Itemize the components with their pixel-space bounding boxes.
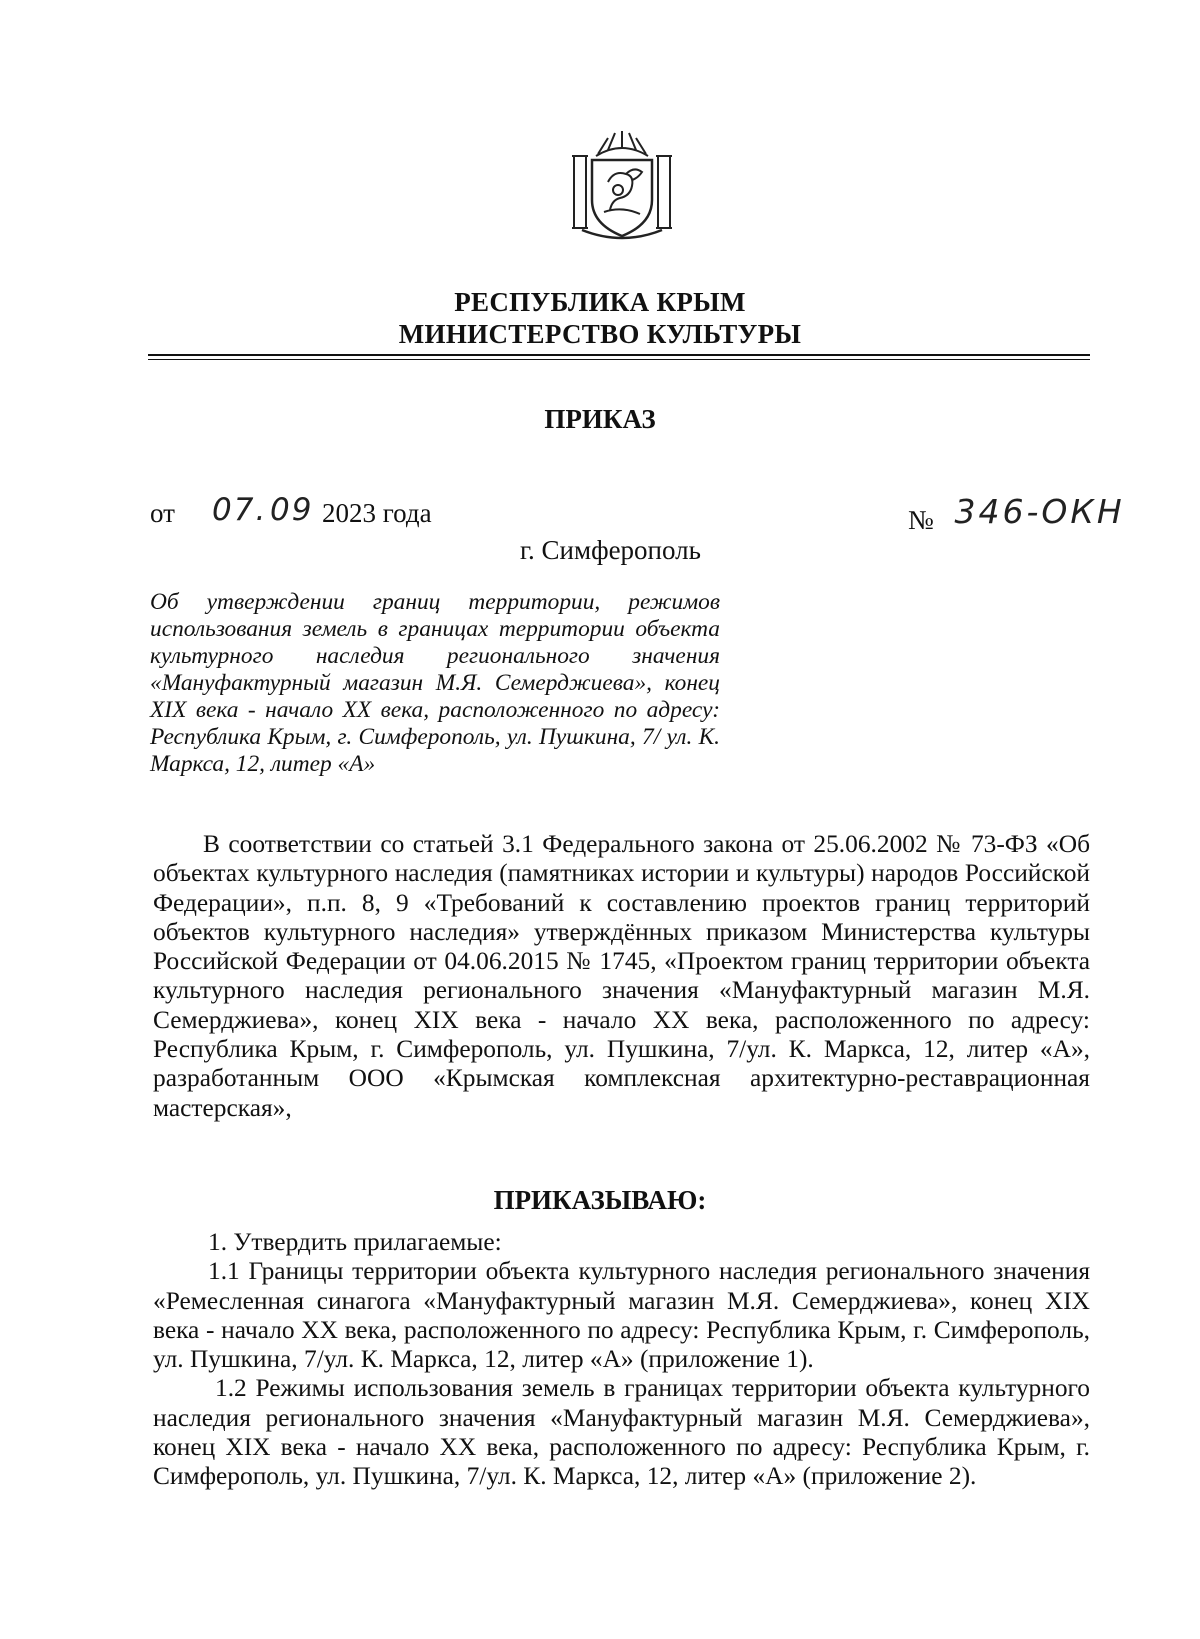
document-type-heading: ПРИКАЗ bbox=[544, 404, 656, 434]
ministry-title: МИНИСТЕРСТВО КУЛЬТУРЫ bbox=[398, 319, 802, 349]
order-date bbox=[150, 492, 432, 529]
order-subject: Об утверждении границ территории, режимов использования земель в границах территории объекта культурного наследия регионального значения «Мануфактурный магазин М.Я. Семерджиева», конец XIX века - начало XX века, расположенного по адресу: Республика Крым, г. Симферополь, ул. Пушкина, 7/ ул. К. Маркса, 12, литер «А» bbox=[150, 589, 720, 777]
crimea-coat-of-arms-icon bbox=[568, 130, 676, 242]
decree-item-1: 1. Утвердить прилагаемые: bbox=[208, 1228, 502, 1256]
order-number bbox=[908, 492, 1125, 535]
preamble-paragraph: В соответствии со статьей 3.1 Федерального закона от 25.06.2002 № 73-ФЗ «Об объектах культурного наследия (памятниках истории и культуры) народов Российской Федерации», п.п. 8, 9 «Требований к составлению проектов границ территорий объектов культурного наследия» утверждённых приказом Министерства культуры Российской Федерации от 04.06.2015 № 1745, «Проектом границ территории объекта культурного наследия регионального значения «Мануфактурный магазин М.Я. Семерджиева», конец XIX века - начало XX века, расположенного по адресу: Республика Крым, г. Симферополь, ул. Пушкина, 7/ул. К. Маркса, 12, литер «А», разработанным ООО «Крымская комплексная архитектурно-реставрационная мастерская», bbox=[153, 830, 1090, 1122]
header-divider bbox=[148, 354, 1090, 356]
decree-item-1-1: 1.1 Границы территории объекта культурного наследия регионального значения «Ремесленная синагога «Мануфактурный магазин М.Я. Семерджиева», конец XIX века - начало XX века, расположенного по адресу: Республика Крым, г. Симферополь, ул. Пушкина, 7/ул. К. Маркса, 12, литер «А» (приложение 1). bbox=[153, 1257, 1090, 1374]
republic-title: РЕСПУБЛИКА КРЫМ bbox=[454, 287, 746, 317]
number-handwritten: 346-ОКН bbox=[954, 492, 1125, 531]
decree-items bbox=[153, 1228, 1090, 1492]
decree-item-1-2: 1.2 Режимы использования земель в границах территории объекта культурного наследия регионального значения «Мануфактурный магазин М.Я. Семерджиева», конец XIX века - начало XX века, расположенного по адресу: Республика Крым, г. Симферополь, ул. Пушкина, 7/ул. К. Маркса, 12, литер «А» (приложение 2). bbox=[153, 1374, 1090, 1491]
date-month-handwritten: 09 bbox=[270, 492, 314, 528]
date-prefix: от bbox=[150, 498, 175, 528]
date-year: 2023 года bbox=[322, 498, 432, 528]
decree-heading: ПРИКАЗЫВАЮ: bbox=[493, 1185, 707, 1215]
header-divider-thin bbox=[148, 359, 1090, 360]
date-day-handwritten: 07. bbox=[212, 492, 268, 528]
city-line: г. Симферополь bbox=[520, 535, 701, 565]
number-sign: № bbox=[908, 505, 934, 535]
